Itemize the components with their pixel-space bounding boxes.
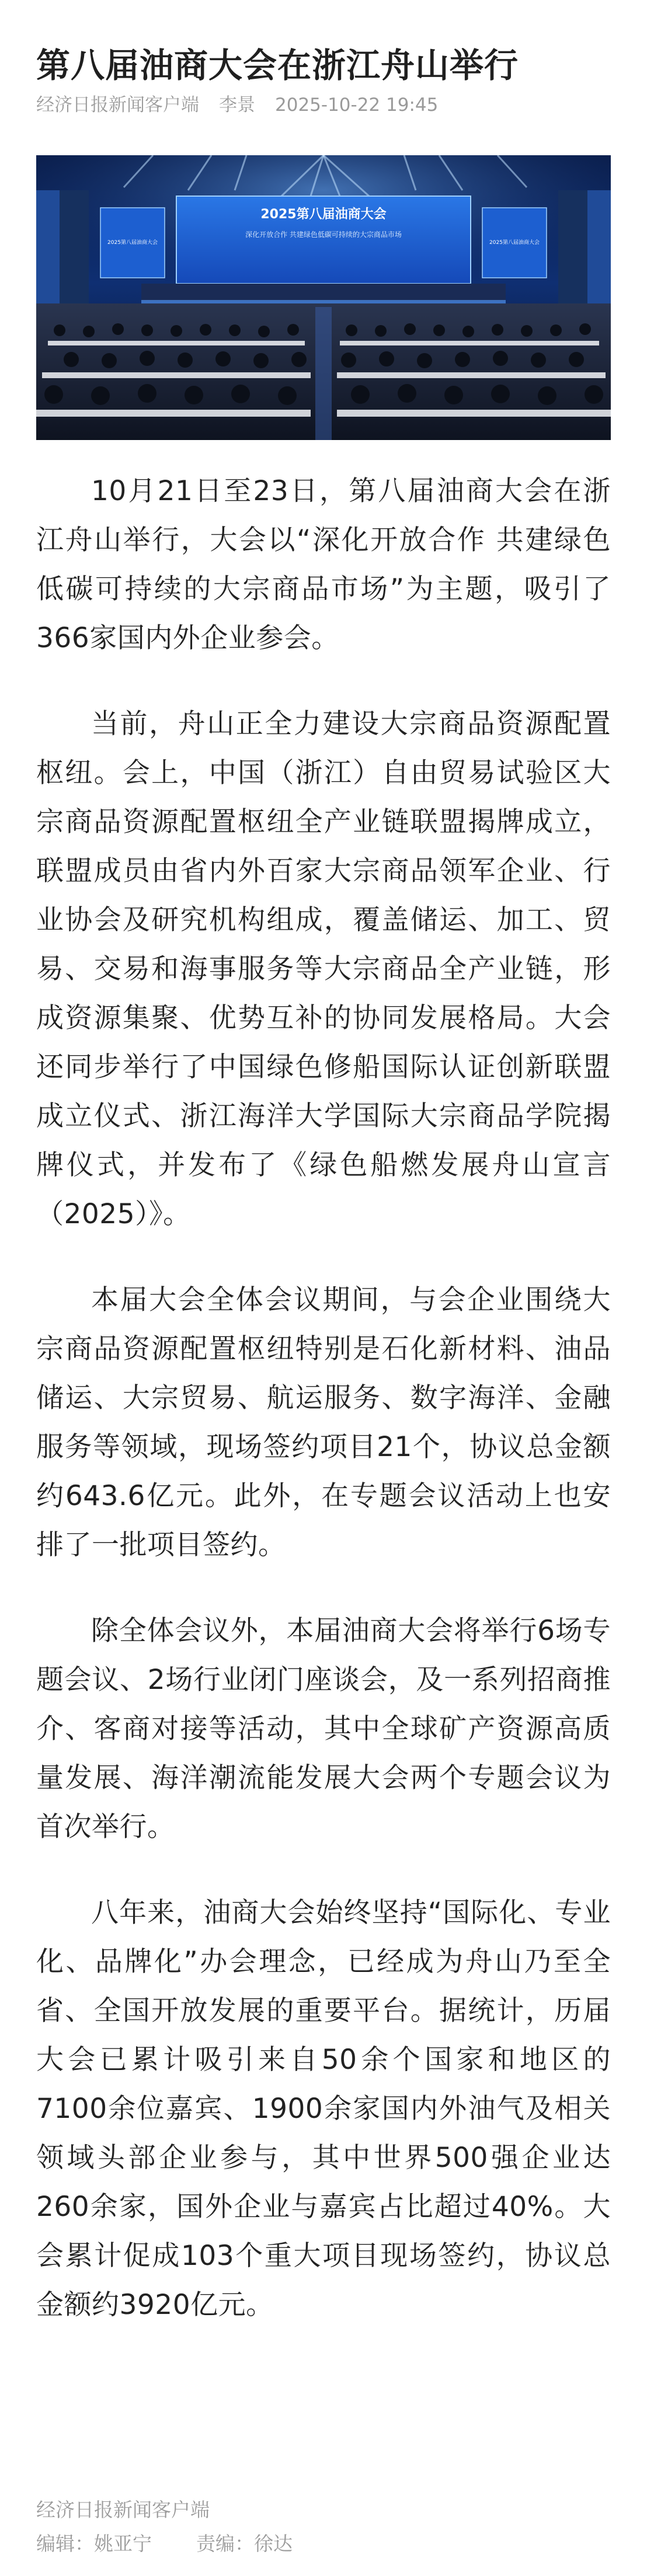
article-title: 第八届油商大会在浙江舟山举行 [36,45,519,85]
footer-source[interactable]: 经济日报新闻客户端 [36,2498,210,2521]
conference-photo [36,155,611,440]
paragraph-2: 当前，舟山正全力建设大宗商品资源配置枢纽。会上，中国（浙江）自由贸易试验区大宗商品资源配置枢纽全产业链联盟揭牌成立，联盟成员由省内外百家大宗商品领军企业、行业协会及研究机构组成，覆盖储运、加工、贸易、交易和海事服务等大宗商品全产业链，形成资源集聚、优势互补的协同发展格局。大会还同步举行了中国绿色修船国际认证创新联盟成立仪式、浙江海洋大学国际大宗商品学院揭牌仪式，并发布了《绿色船燃发展舟山宣言（2025）》。 [36,708,611,1230]
banner-theme-text: 深化开放合作 共建绿色低碳可持续的大宗商品市场 [245,231,402,239]
banner-side-left-text: 2025第八届油商大会 [107,240,158,246]
banner-side-right-text: 2025第八届油商大会 [489,240,540,246]
article-datetime: 2025-10-22 19:45 [275,95,439,116]
article-body [36,467,611,2366]
paragraph-4: 除全体会议外，本届油商大会将举行6场专题会议、2场行业闭门座谈会，及一系列招商推介、客商对接等活动，其中全球矿产资源高质量发展、海洋潮流能发展大会两个专题会议为首次举行。 [36,1615,611,1843]
paragraph-3: 本届大会全体会议期间，与会企业围绕大宗商品资源配置枢纽特别是石化新材料、油品储运、大宗贸易、航运服务、数字海洋、金融服务等领域，现场签约项目21个，协议总金额约643.6亿元。此外，在专题会议活动上也安排了一批项目签约。 [36,1284,611,1561]
footer-credits [36,2527,293,2561]
paragraph-1: 10月21日至23日，第八届油商大会在浙江舟山举行，大会以“深化开放合作 共建绿色低碳可持续的大宗商品市场”为主题，吸引了366家国内外企业参会。 [36,475,611,654]
article-footer [36,2493,293,2561]
footer-reviewer: 责编：徐达 [196,2532,293,2555]
banner-main-text: 2025第八届油商大会 [260,207,387,222]
article-source[interactable]: 经济日报新闻客户端 [36,95,199,116]
paragraph-5: 八年来，油商大会始终坚持“国际化、专业化、品牌化”办会理念，已经成为舟山乃至全省、全国开放发展的重要平台。据统计，历届大会已累计吸引来自50余个国家和地区的7100余位嘉宾、1900余家国内外油气及相关领域头部企业参与，其中世界500强企业达260余家，国外企业与嘉宾占比超过40%。大会累计促成103个重大项目现场签约，协议总金额约3920亿元。 [36,1897,611,2321]
article-author: 李景 [219,95,255,116]
article-photo [36,155,611,440]
article-meta [36,93,458,117]
footer-editor: 编辑：姚亚宁 [36,2532,152,2555]
